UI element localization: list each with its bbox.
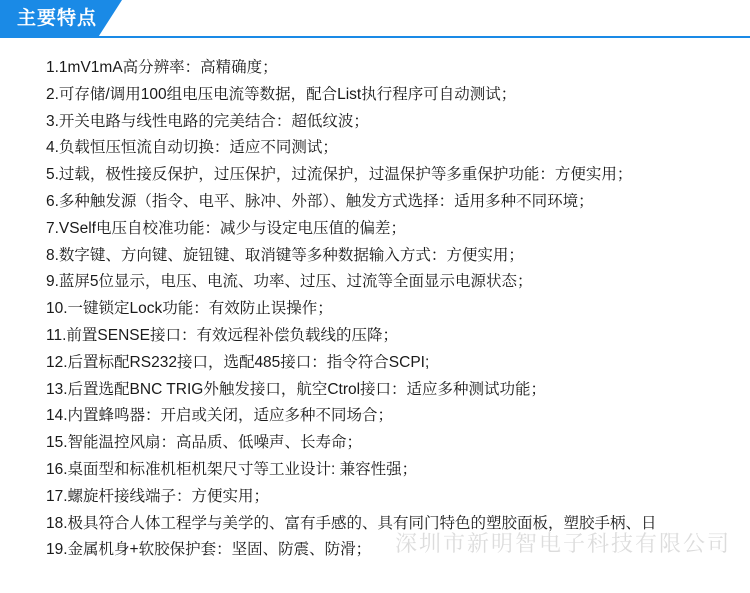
feature-item: 7.VSelf电压自校准功能：减少与设定电压值的偏差； <box>46 219 406 237</box>
company-watermark: 深圳市新明智电子科技有限公司 <box>395 531 732 556</box>
feature-item: 5.过载，极性接反保护，过压保护，过流保护，过温保护等多重保护功能：方便实用； <box>46 166 633 184</box>
header-underline <box>0 36 750 38</box>
feature-list <box>46 55 657 564</box>
feature-item: 15.智能温控风扇：高品质、低噪声、长寿命； <box>46 434 363 452</box>
feature-item: 9.蓝屏5位显示，电压、电流、功率、过压、过流等全面显示电源状态； <box>46 273 533 291</box>
feature-item: 3.开关电路与线性电路的完美结合：超低纹波； <box>46 112 369 130</box>
feature-item: 1.1mV1mA高分辨率：高精确度； <box>46 59 278 76</box>
feature-item: 19.金属机身+软胶保护套：坚固、防震、防滑； <box>46 541 372 559</box>
feature-item: 13.后置选配BNC TRIG外触发接口，航空Ctrol接口：适应多种测试功能； <box>46 380 547 398</box>
feature-item: 16.桌面型和标准机柜机架尺寸等工业设计: 兼容性强； <box>46 460 418 478</box>
feature-item: 8.数字键、方向键、旋钮键、取消键等多种数据输入方式：方便实用； <box>46 246 524 264</box>
feature-item: 12.后置标配RS232接口，选配485接口：指令符合SCPI; <box>46 353 430 371</box>
feature-item: 2.可存储/调用100组电压电流等数据，配合List执行程序可自动测试； <box>46 85 517 103</box>
feature-item: 14.内置蜂鸣器：开启或关闭，适应多种不同场合； <box>46 407 394 425</box>
feature-item: 18.极具符合人体工程学与美学的、富有手感的、具有同门特色的塑胶面板，塑胶手柄、日 <box>46 514 657 532</box>
feature-item: 11.前置SENSE接口：有效远程补偿负载线的压降； <box>46 326 398 344</box>
section-header <box>0 0 750 38</box>
feature-item: 17.螺旋杆接线端子：方便实用； <box>46 487 270 505</box>
section-title: 主要特点 <box>17 8 98 29</box>
feature-item: 4.负载恒压恒流自动切换：适应不同测试； <box>46 139 338 157</box>
feature-item: 6.多种触发源（指令、电平、脉冲、外部）、触发方式选择：适用多种不同环境； <box>46 192 594 210</box>
feature-item: 10.一键锁定Lock功能：有效防止误操作； <box>46 300 333 318</box>
